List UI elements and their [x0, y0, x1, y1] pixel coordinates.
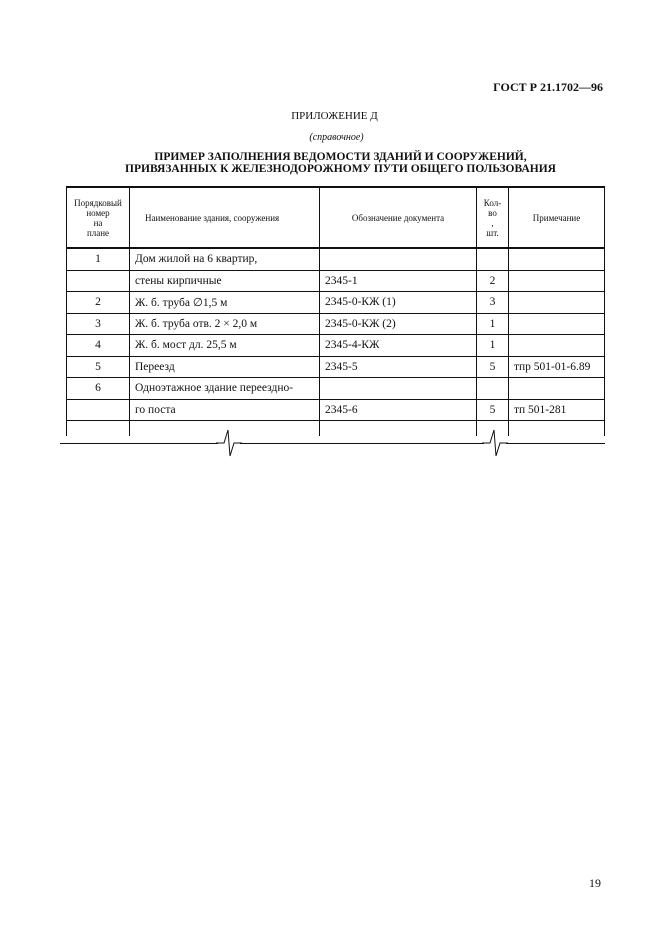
table-row — [67, 292, 605, 314]
column-header-quantity-line: во — [488, 207, 497, 218]
cell-quantity: 3 — [477, 292, 509, 314]
buildings-register-table — [66, 186, 605, 436]
table-header-row — [67, 187, 605, 248]
column-header-quantity — [477, 187, 509, 248]
cell-quantity: 5 — [477, 399, 509, 421]
cell-number — [67, 270, 130, 292]
cell-number: 2 — [67, 292, 130, 314]
break-line-icon — [216, 426, 242, 460]
table-heading — [0, 151, 661, 175]
table-row — [67, 335, 605, 357]
table-row — [67, 270, 605, 292]
cell-number: 5 — [67, 356, 130, 378]
cell-note: тпр 501-01-6.89 — [509, 356, 605, 378]
column-header-number-line: плане — [86, 227, 110, 238]
cell-document: 2345-6 — [320, 399, 477, 421]
column-header-number-line: Порядковый — [74, 197, 122, 208]
cell-name: Дом жилой на 6 квартир, — [130, 248, 320, 270]
cell-quantity — [477, 378, 509, 400]
table-row-continuation — [67, 421, 605, 437]
table-row — [67, 378, 605, 400]
cell-number: 4 — [67, 335, 130, 357]
table-heading-line-1: ПРИМЕР ЗАПОЛНЕНИЯ ВЕДОМОСТИ ЗДАНИЙ И СООРУЖЕНИЙ, — [154, 151, 527, 163]
cell-note — [509, 378, 605, 400]
column-header-quantity-line: Кол- — [483, 197, 502, 208]
cell-name: го поста — [130, 399, 320, 421]
cell-name: Ж. б. мост дл. 25,5 м — [130, 335, 320, 357]
page-number: 19 — [589, 876, 601, 890]
cell-note — [509, 313, 605, 335]
cell-document — [320, 248, 477, 270]
column-header-note: Примечание — [509, 187, 605, 248]
appendix-type: (справочное) — [309, 132, 364, 143]
table-row — [67, 356, 605, 378]
appendix-title: ПРИЛОЖЕНИЕ Д — [291, 110, 378, 122]
table-continuation-line — [60, 443, 605, 444]
cell-document: 2345-0-КЖ (1) — [320, 292, 477, 314]
cell-empty — [320, 421, 477, 437]
cell-quantity: 5 — [477, 356, 509, 378]
cell-document — [320, 378, 477, 400]
cell-quantity — [477, 248, 509, 270]
cell-quantity: 2 — [477, 270, 509, 292]
cell-number: 6 — [67, 378, 130, 400]
column-header-document: Обозначение документа — [320, 187, 477, 248]
table-row — [67, 399, 605, 421]
cell-name: Ж. б. труба ∅1,5 м — [130, 292, 320, 314]
column-header-number-line: на — [93, 217, 103, 228]
cell-note — [509, 248, 605, 270]
cell-name: Ж. б. труба отв. 2 × 2,0 м — [130, 313, 320, 335]
column-header-quantity-line: , — [491, 217, 494, 228]
column-header-name: Наименование здания, сооружения — [130, 187, 320, 248]
cell-note — [509, 270, 605, 292]
cell-document: 2345-0-КЖ (2) — [320, 313, 477, 335]
cell-number: 3 — [67, 313, 130, 335]
column-header-number-line: номер — [86, 207, 110, 218]
cell-quantity: 1 — [477, 313, 509, 335]
cell-empty — [67, 421, 130, 437]
cell-note — [509, 292, 605, 314]
cell-document: 2345-5 — [320, 356, 477, 378]
column-header-number — [67, 187, 130, 248]
cell-name: Переезд — [130, 356, 320, 378]
cell-document: 2345-1 — [320, 270, 477, 292]
table-row — [67, 248, 605, 270]
cell-note: тп 501-281 — [509, 399, 605, 421]
cell-number — [67, 399, 130, 421]
cell-note — [509, 335, 605, 357]
cell-empty — [509, 421, 605, 437]
cell-number: 1 — [67, 248, 130, 270]
column-header-quantity-line: шт. — [486, 227, 499, 238]
break-line-icon — [482, 426, 508, 460]
table-row — [67, 313, 605, 335]
cell-name: стены кирпичные — [130, 270, 320, 292]
cell-name: Одноэтажное здание переездно- — [130, 378, 320, 400]
cell-document: 2345-4-КЖ — [320, 335, 477, 357]
cell-quantity: 1 — [477, 335, 509, 357]
document-code: ГОСТ Р 21.1702—96 — [493, 80, 603, 94]
table-heading-line-2: ПРИВЯЗАННЫХ К ЖЕЛЕЗНОДОРОЖНОМУ ПУТИ ОБЩЕГО ПОЛЬЗОВАНИЯ — [125, 163, 556, 175]
